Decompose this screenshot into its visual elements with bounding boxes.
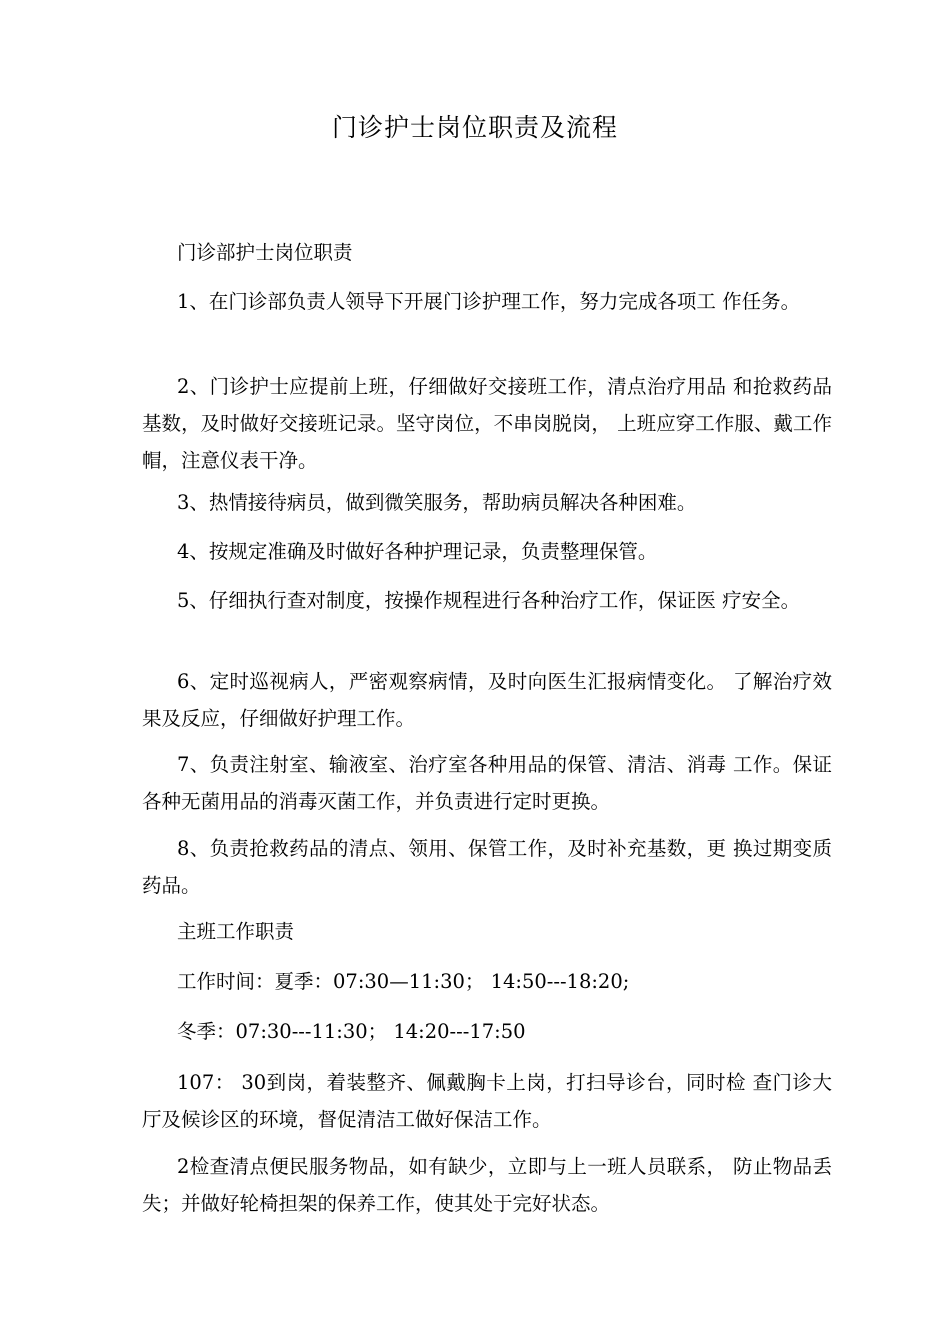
work-hours-summer: 工作时间：夏季：07:30—11:30； 14:50---18:20; (177, 970, 630, 993)
duty-item-7: 7、负责注射室、输液室、治疗室各种用品的保管、清洁、消毒 工作。保证各种无菌用品的消毒灭菌工作，并负责进行定时更换。 (142, 753, 832, 813)
document-title: 门诊护士岗位职责及流程 (331, 113, 618, 142)
duty-item-8: 8、负责抢救药品的清点、领用、保管工作，及时补充基数，更 换过期变质药品。 (142, 837, 832, 897)
duty-item-5: 5、仔细执行查对制度，按操作规程进行各种治疗工作，保证医 疗安全。 (177, 589, 801, 612)
main-shift-step-1: 107： 30到岗，着装整齐、佩戴胸卡上岗，打扫导诊台，同时检 查门诊大厅及候诊区的环境，督促清洁工做好保洁工作。 (142, 1071, 832, 1131)
duty-item-1: 1、在门诊部负责人领导下开展门诊护理工作，努力完成各项工 作任务。 (177, 290, 801, 313)
duty-item-6: 6、定时巡视病人，严密观察病情，及时向医生汇报病情变化。 了解治疗效果及反应，仔细做好护理工作。 (142, 670, 832, 730)
main-shift-step-2: 2检查清点便民服务物品，如有缺少，立即与上一班人员联系， 防止物品丢失；并做好轮椅担架的保养工作，使其处于完好状态。 (142, 1155, 832, 1215)
duty-item-3: 3、热情接待病员，做到微笑服务，帮助病员解决各种困难。 (177, 491, 697, 514)
section-heading-duties: 门诊部护士岗位职责 (177, 241, 353, 264)
duty-item-2: 2、门诊护士应提前上班，仔细做好交接班工作，清点治疗用品 和抢救药品基数，及时做好交接班记录。坚守岗位，不串岗脱岗， 上班应穿工作服、戴工作帽，注意仪表干净。 (142, 375, 832, 472)
work-hours-winter: 冬季：07:30---11:30； 14:20---17:50 (177, 1020, 526, 1043)
section-heading-main-shift: 主班工作职责 (177, 920, 295, 943)
duty-item-4: 4、按规定准确及时做好各种护理记录，负责整理保管。 (177, 540, 658, 563)
